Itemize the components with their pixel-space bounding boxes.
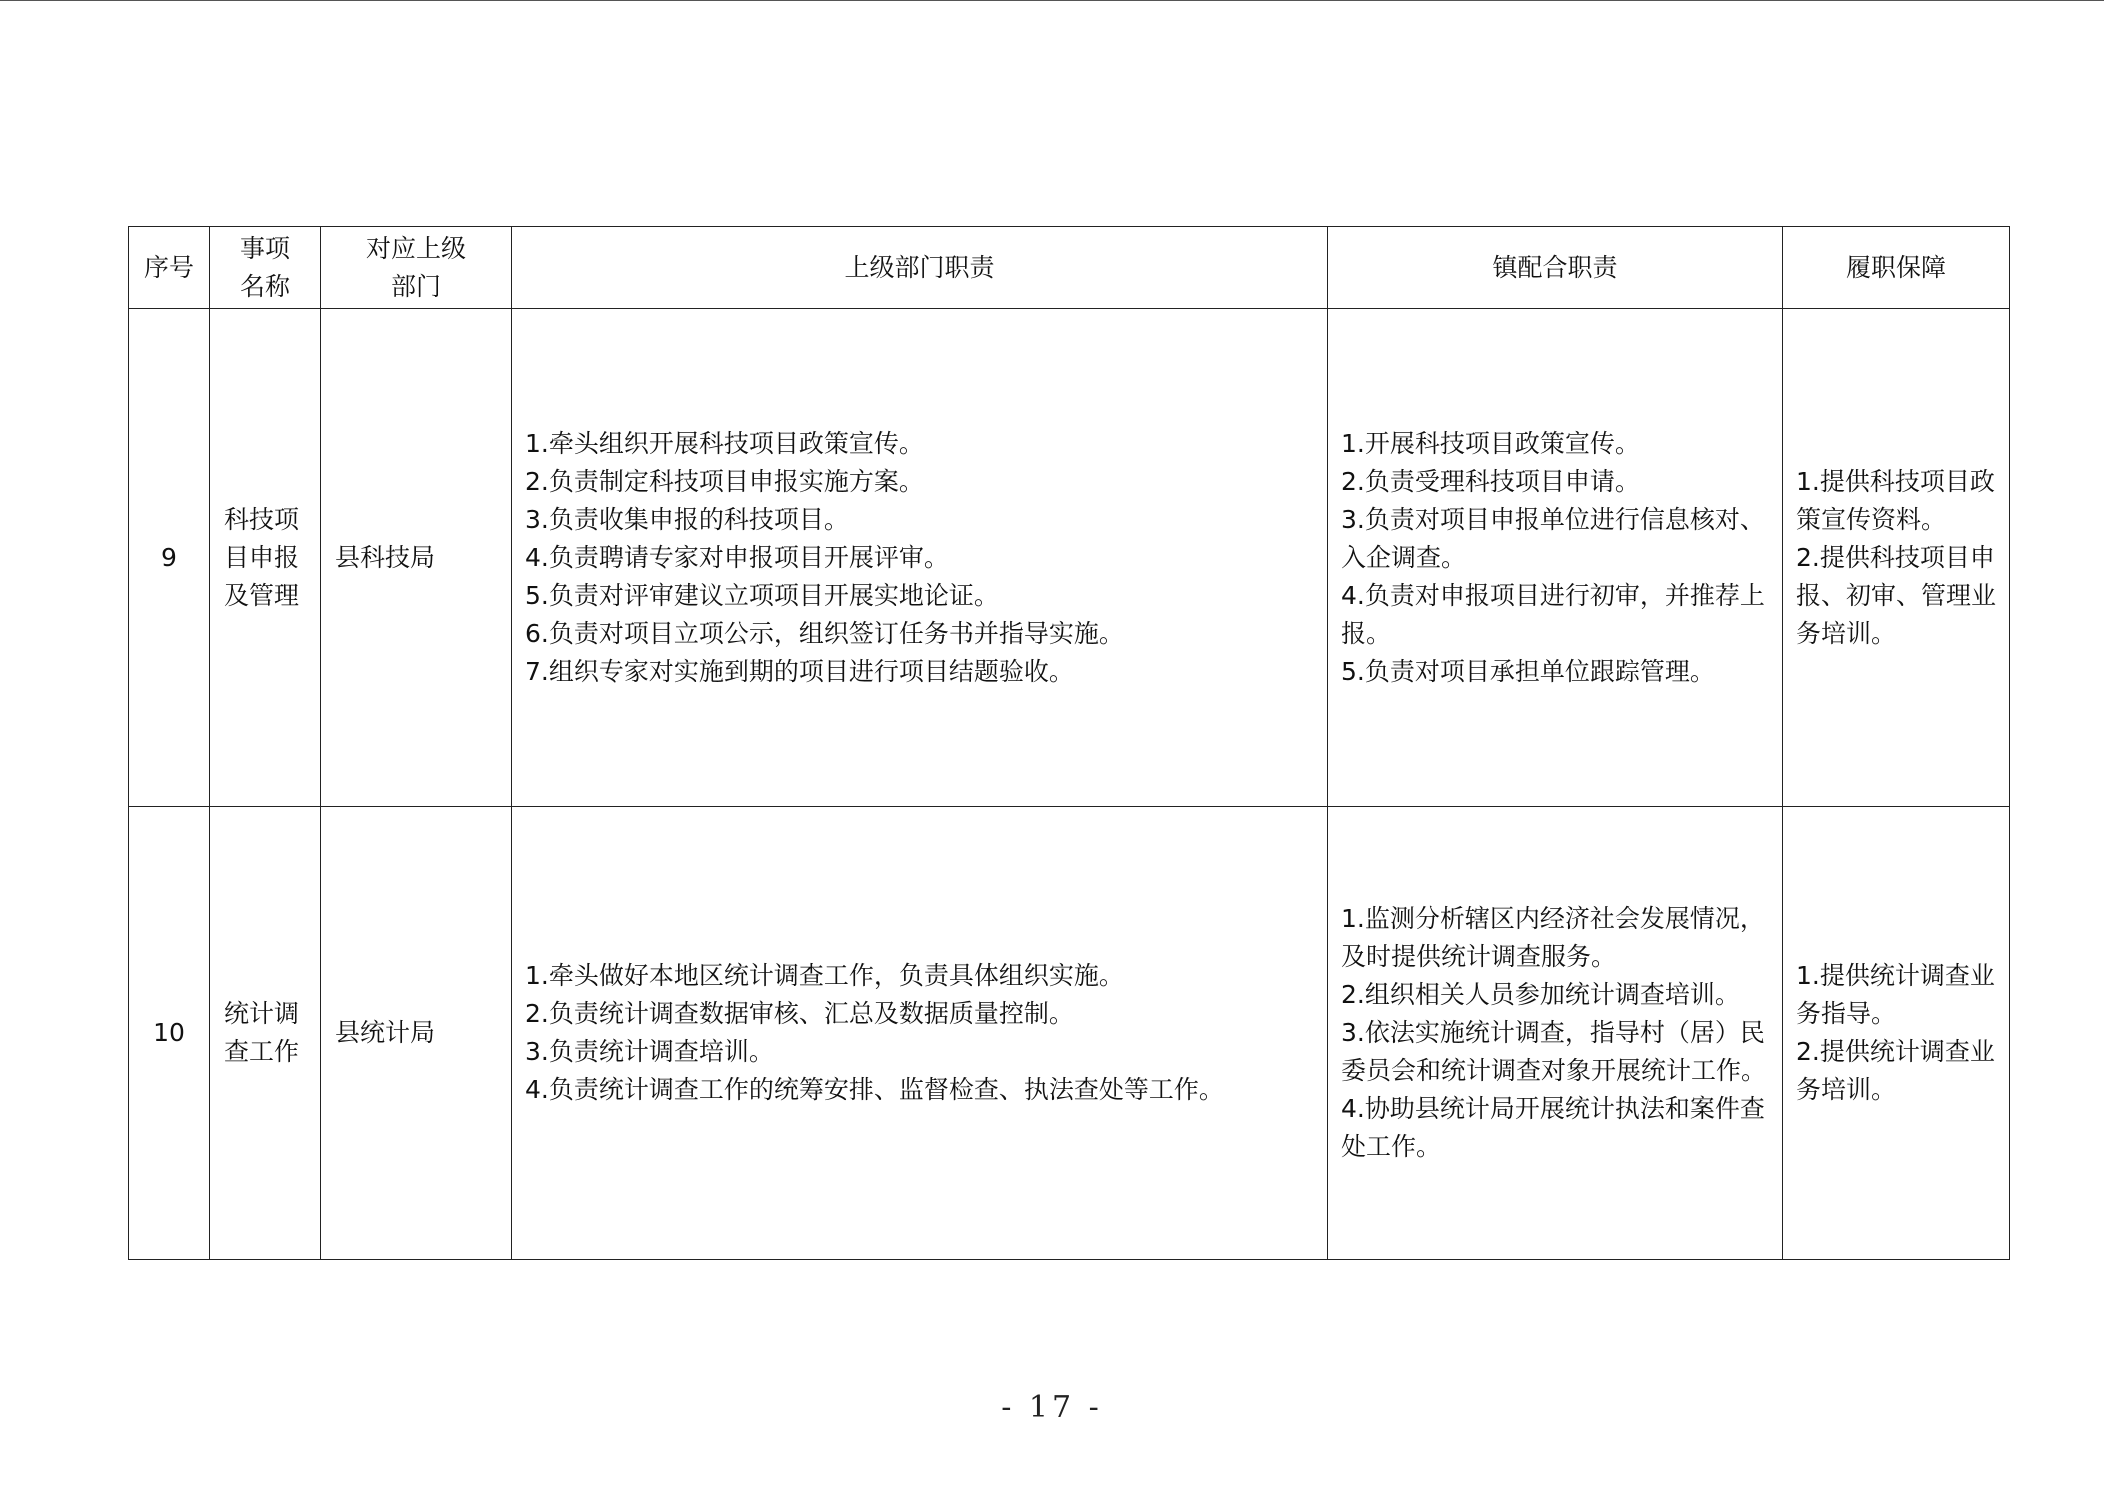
guarantee-item: 2.提供科技项目申报、初审、管理业务培训。 <box>1796 542 1997 648</box>
superior-duty-item: 1.牵头组织开展科技项目政策宣传。 <box>525 428 924 458</box>
guarantee-item: 1.提供统计调查业务指导。 <box>1796 961 1995 1028</box>
town-duty-item: 2.组织相关人员参加统计调查培训。 <box>1341 980 1740 1009</box>
table-row <box>129 807 2010 1260</box>
superior-duty-item: 2.负责制定科技项目申报实施方案。 <box>525 466 924 496</box>
item-name-line: 及管理 <box>224 580 300 610</box>
header-item-name <box>210 227 321 309</box>
header-superior-dept <box>321 227 512 309</box>
guarantee-item: 1.提供科技项目政策宣传资料。 <box>1796 466 1995 534</box>
header-guarantee <box>1783 227 2010 309</box>
item-name-line: 科技项 <box>224 504 300 534</box>
row-guarantee <box>1783 309 2010 807</box>
row-town-duties <box>1328 309 1783 807</box>
header-row <box>129 227 2010 309</box>
town-duty-item: 2.负责受理科技项目申请。 <box>1341 466 1640 496</box>
town-duty-item: 1.开展科技项目政策宣传。 <box>1341 428 1640 458</box>
row-superior-dept: 县科技局 <box>321 309 512 807</box>
town-duty-item: 4.负责对申报项目进行初审，并推荐上报。 <box>1341 580 1765 648</box>
page-number: - 17 - <box>1001 1390 1103 1425</box>
duties-table <box>128 226 2010 1260</box>
row-item-name <box>210 807 321 1260</box>
superior-duty-item: 5.负责对评审建议立项项目开展实地论证。 <box>525 580 999 610</box>
superior-duty-item: 3.负责收集申报的科技项目。 <box>525 504 849 534</box>
header-superior-duties <box>512 227 1328 309</box>
superior-duty-item: 4.负责聘请专家对申报项目开展评审。 <box>525 542 949 572</box>
header-seq <box>129 227 210 309</box>
town-duty-item: 3.负责对项目申报单位进行信息核对、入企调查。 <box>1341 504 1765 572</box>
row-superior-dept: 县统计局 <box>321 807 512 1260</box>
town-duty-item: 5.负责对项目承担单位跟踪管理。 <box>1341 656 1715 686</box>
town-duty-item: 3.依法实施统计调查，指导村（居）民委员会和统计调查对象开展统计工作。 <box>1341 1018 1767 1085</box>
superior-duty-item: 1.牵头做好本地区统计调查工作，负责具体组织实施。 <box>525 961 1124 990</box>
header-guarantee-label: 履职保障 <box>1845 252 1946 282</box>
row-town-duties <box>1328 807 1783 1260</box>
town-duty-item: 1.监测分析辖区内经济社会发展情况，及时提供统计调查服务。 <box>1341 904 1765 971</box>
header-seq-label: 序号 <box>143 252 194 282</box>
row-seq: 9 <box>129 309 210 807</box>
table-header <box>129 227 2010 309</box>
header-town-duties <box>1328 227 1783 309</box>
superior-duty-item: 3.负责统计调查培训。 <box>525 1037 774 1066</box>
superior-duty-item: 4.负责统计调查工作的统筹安排、监督检查、执法查处等工作。 <box>525 1075 1224 1104</box>
table-row <box>129 309 2010 807</box>
table-body <box>129 309 2010 1260</box>
superior-duty-item: 2.负责统计调查数据审核、汇总及数据质量控制。 <box>525 999 1074 1028</box>
item-name-line: 统计调 <box>224 999 300 1028</box>
header-superior-dept-line2: 部门 <box>390 271 441 301</box>
header-superior-duties-label: 上级部门职责 <box>844 252 995 282</box>
header-superior-dept-line1: 对应上级 <box>365 233 466 263</box>
row-seq: 10 <box>129 807 210 1260</box>
row-superior-duties <box>512 309 1328 807</box>
item-name-line: 目申报 <box>224 542 300 572</box>
header-item-name-line2: 名称 <box>239 271 290 301</box>
row-guarantee <box>1783 807 2010 1260</box>
guarantee-item: 2.提供统计调查业务培训。 <box>1796 1037 1995 1104</box>
header-town-duties-label: 镇配合职责 <box>1492 252 1618 282</box>
item-name-line: 查工作 <box>224 1037 300 1066</box>
row-superior-duties <box>512 807 1328 1260</box>
superior-duty-item: 7.组织专家对实施到期的项目进行项目结题验收。 <box>525 656 1074 686</box>
header-item-name-line1: 事项 <box>239 233 290 263</box>
row-item-name <box>210 309 321 807</box>
superior-duty-item: 6.负责对项目立项公示，组织签订任务书并指导实施。 <box>525 618 1124 648</box>
page-top-border <box>0 0 2104 1</box>
town-duty-item: 4.协助县统计局开展统计执法和案件查处工作。 <box>1341 1094 1765 1161</box>
